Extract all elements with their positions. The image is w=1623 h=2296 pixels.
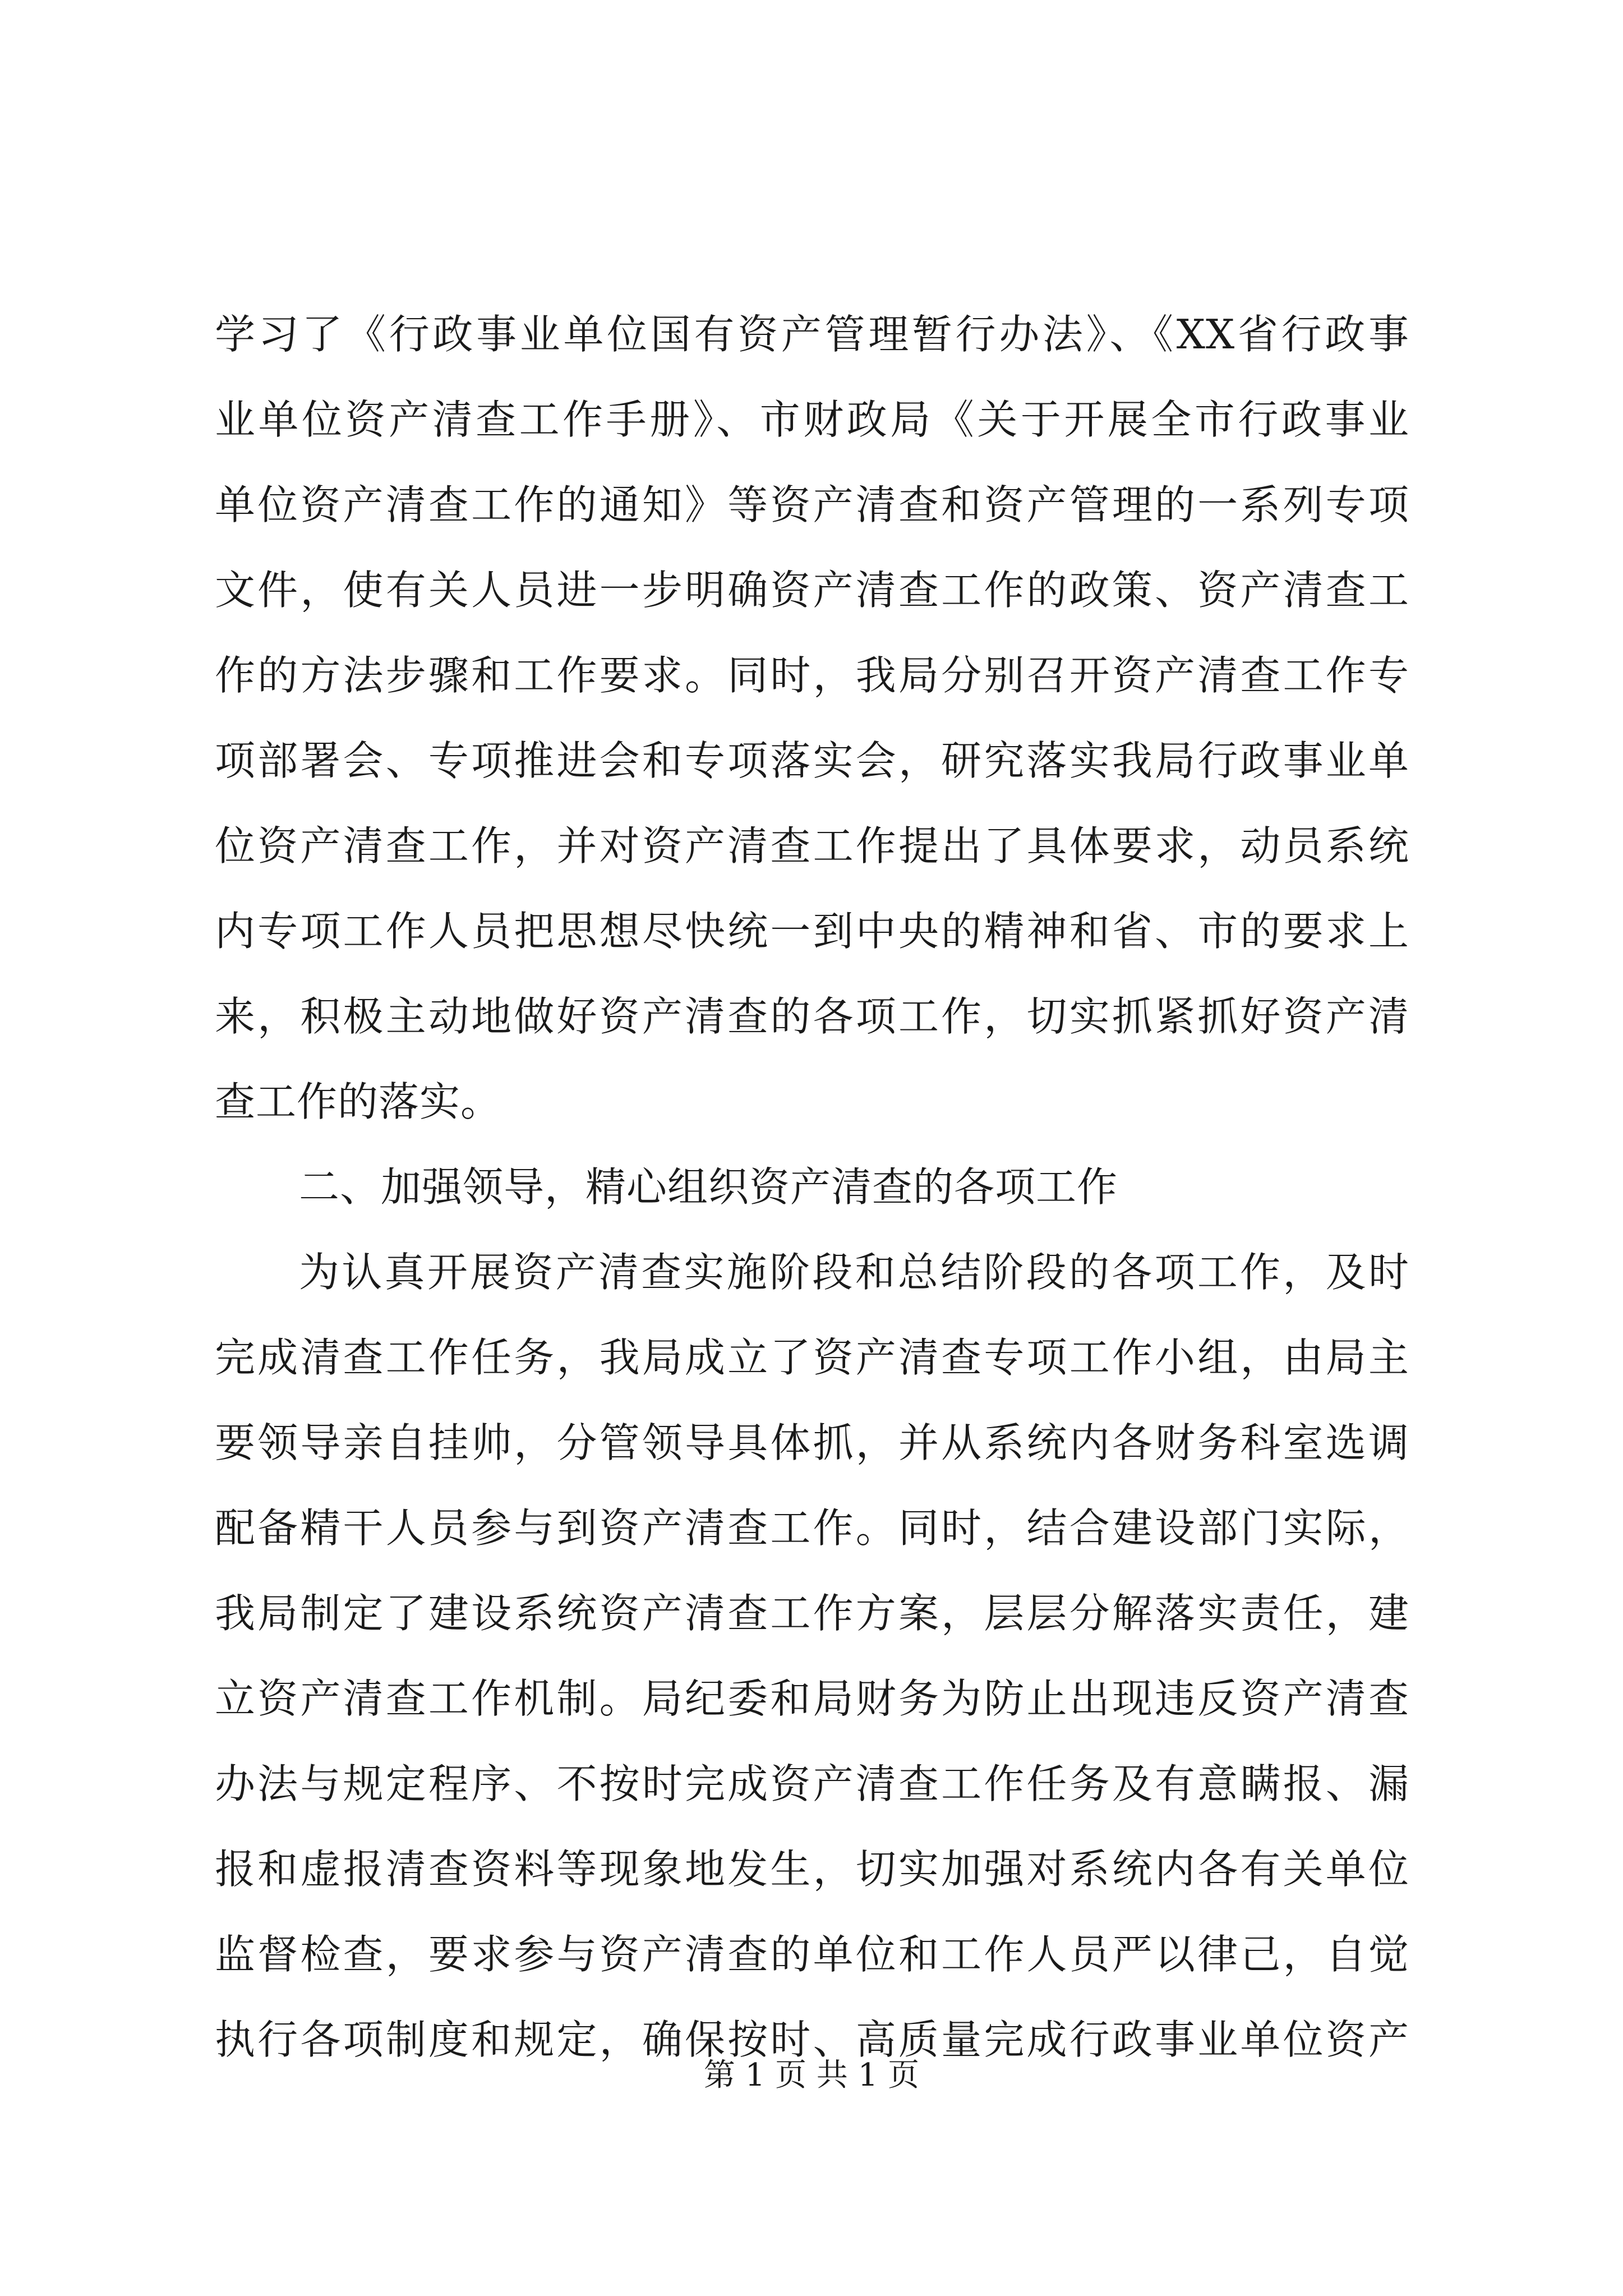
paragraph-line: 报和虚报清查资料等现象地发生，切实加强对系统内各有关单位 bbox=[215, 1846, 1409, 1893]
paragraph-line: 位资产清查工作，并对资产清查工作提出了具体要求，动员系统 bbox=[215, 822, 1409, 869]
paragraph-line: 项部署会、专项推进会和专项落实会，研究落实我局行政事业单 bbox=[215, 737, 1409, 784]
paragraph-line: 我局制定了建设系统资产清查工作方案，层层分解落实责任，建 bbox=[215, 1590, 1409, 1637]
paragraph-line: 监督检查，要求参与资产清查的单位和工作人员严以律己，自觉 bbox=[215, 1931, 1409, 1978]
paragraph-line: 单位资产清查工作的通知》等资产清查和资产管理的一系列专项 bbox=[215, 481, 1409, 528]
paragraph-line: 配备精干人员参与到资产清查工作。同时，结合建设部门实际， bbox=[215, 1504, 1409, 1552]
section-heading: 二、加强领导，精心组织资产清查的各项工作 bbox=[299, 1163, 1118, 1211]
document-body bbox=[215, 292, 1409, 2082]
paragraph-line: 办法与规定程序、不按时完成资产清查工作任务及有意瞒报、漏 bbox=[215, 1760, 1409, 1807]
paragraph-line: 为认真开展资产清查实施阶段和总结阶段的各项工作，及时 bbox=[299, 1249, 1409, 1296]
paragraph-line: 执行各项制度和规定，确保按时、高质量完成行政事业单位资产 bbox=[215, 2016, 1409, 2063]
paragraph-line: 学习了《行政事业单位国有资产管理暂行办法》、《XX省行政事 bbox=[215, 311, 1409, 358]
paragraph-line: 完成清查工作任务，我局成立了资产清查专项工作小组，由局主 bbox=[215, 1334, 1409, 1381]
paragraph-line: 业单位资产清查工作手册》、市财政局《关于开展全市行政事业 bbox=[215, 396, 1409, 443]
paragraph-line: 内专项工作人员把思想尽快统一到中央的精神和省、市的要求上 bbox=[215, 908, 1409, 955]
paragraph-line: 文件，使有关人员进一步明确资产清查工作的政策、资产清查工 bbox=[215, 567, 1409, 614]
paragraph-line: 来，积极主动地做好资产清查的各项工作，切实抓紧抓好资产清 bbox=[215, 993, 1409, 1040]
paragraph-line: 作的方法步骤和工作要求。同时，我局分别召开资产清查工作专 bbox=[215, 652, 1409, 699]
paragraph-line: 要领导亲自挂帅，分管领导具体抓，并从系统内各财务科室选调 bbox=[215, 1419, 1409, 1466]
paragraph-line: 立资产清查工作机制。局纪委和局财务为防止出现违反资产清查 bbox=[215, 1675, 1409, 1722]
page-footer: 第 1 页 共 1 页 bbox=[703, 2057, 920, 2093]
paragraph-line: 查工作的落实。 bbox=[215, 1078, 502, 1125]
